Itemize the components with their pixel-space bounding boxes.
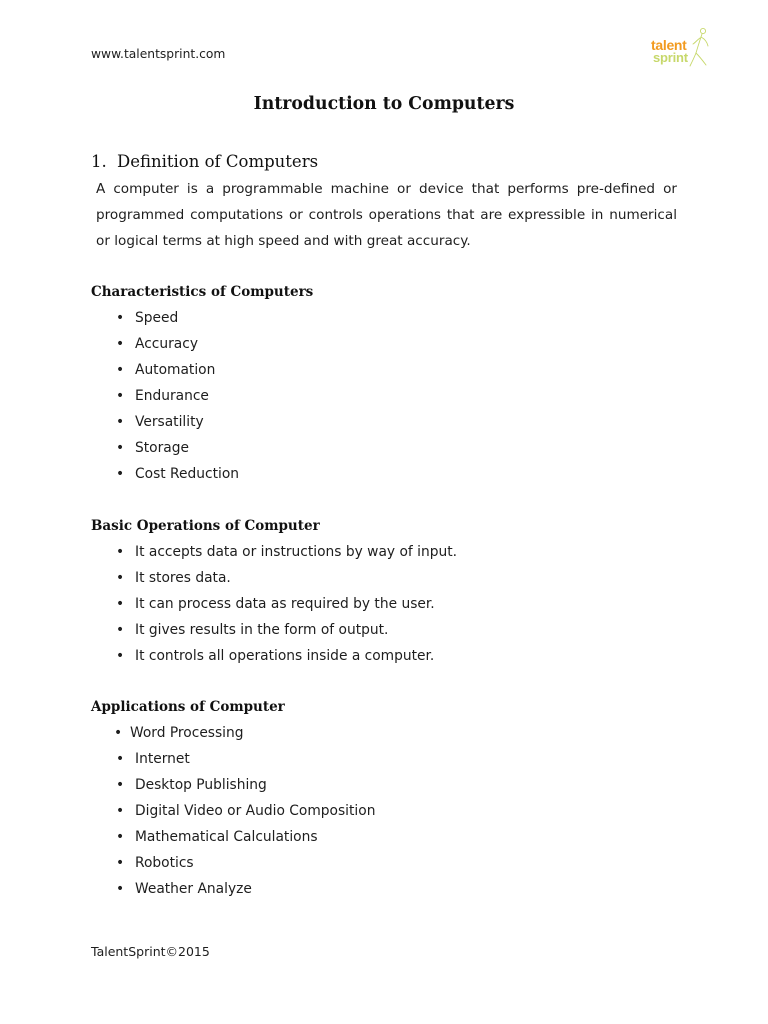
basic-operations-list [135, 539, 457, 669]
heading-applications: Applications of Computer [91, 699, 285, 715]
section-heading-text: Definition of Computers [117, 152, 319, 171]
list-item: • Digital Video or Audio Composition [135, 798, 375, 824]
list-item: • Automation [135, 357, 239, 383]
list-item: • It controls all operations inside a computer. [135, 643, 457, 669]
list-item: • It accepts data or instructions by way of input. [135, 539, 457, 565]
list-item: • Internet [135, 746, 375, 772]
applications-list [130, 720, 376, 902]
logo-text-sprint: sprint [653, 50, 688, 65]
characteristics-list [135, 305, 239, 487]
list-item: • Endurance [135, 383, 239, 409]
section-heading-definition [91, 150, 318, 174]
talentsprint-logo [648, 26, 710, 68]
list-item: • Word Processing [130, 720, 375, 746]
paragraph-line: programmed computations or controls operations that are expressible in numerical [96, 207, 677, 223]
list-item: • It gives results in the form of output. [135, 617, 457, 643]
list-item: • Accuracy [135, 331, 239, 357]
list-item: • It can process data as required by the user. [135, 591, 457, 617]
logo-graphic [648, 26, 710, 68]
page-title: Introduction to Computers [253, 94, 515, 114]
list-item: • It stores data. [135, 565, 457, 591]
section-number: 1. [91, 152, 107, 171]
list-item: • Desktop Publishing [135, 772, 375, 798]
header-url: www.talentsprint.com [91, 47, 226, 61]
footer-copyright: TalentSprint©2015 [91, 944, 210, 959]
definition-paragraph [96, 176, 677, 254]
list-item: • Robotics [135, 850, 375, 876]
list-item: • Storage [135, 435, 239, 461]
list-item: • Cost Reduction [135, 461, 239, 487]
list-item: • Versatility [135, 409, 239, 435]
list-item: • Weather Analyze [135, 876, 375, 902]
heading-characteristics: Characteristics of Computers [91, 284, 314, 300]
paragraph-line: or logical terms at high speed and with great accuracy. [96, 233, 471, 249]
list-item: • Speed [135, 305, 239, 331]
list-item: • Mathematical Calculations [135, 824, 375, 850]
logo-text-talent: talent [651, 37, 687, 53]
paragraph-line: A computer is a programmable machine or device that performs pre-defined or [96, 181, 677, 197]
heading-basic-operations: Basic Operations of Computer [91, 518, 320, 534]
logo-figure-icon [690, 28, 708, 66]
